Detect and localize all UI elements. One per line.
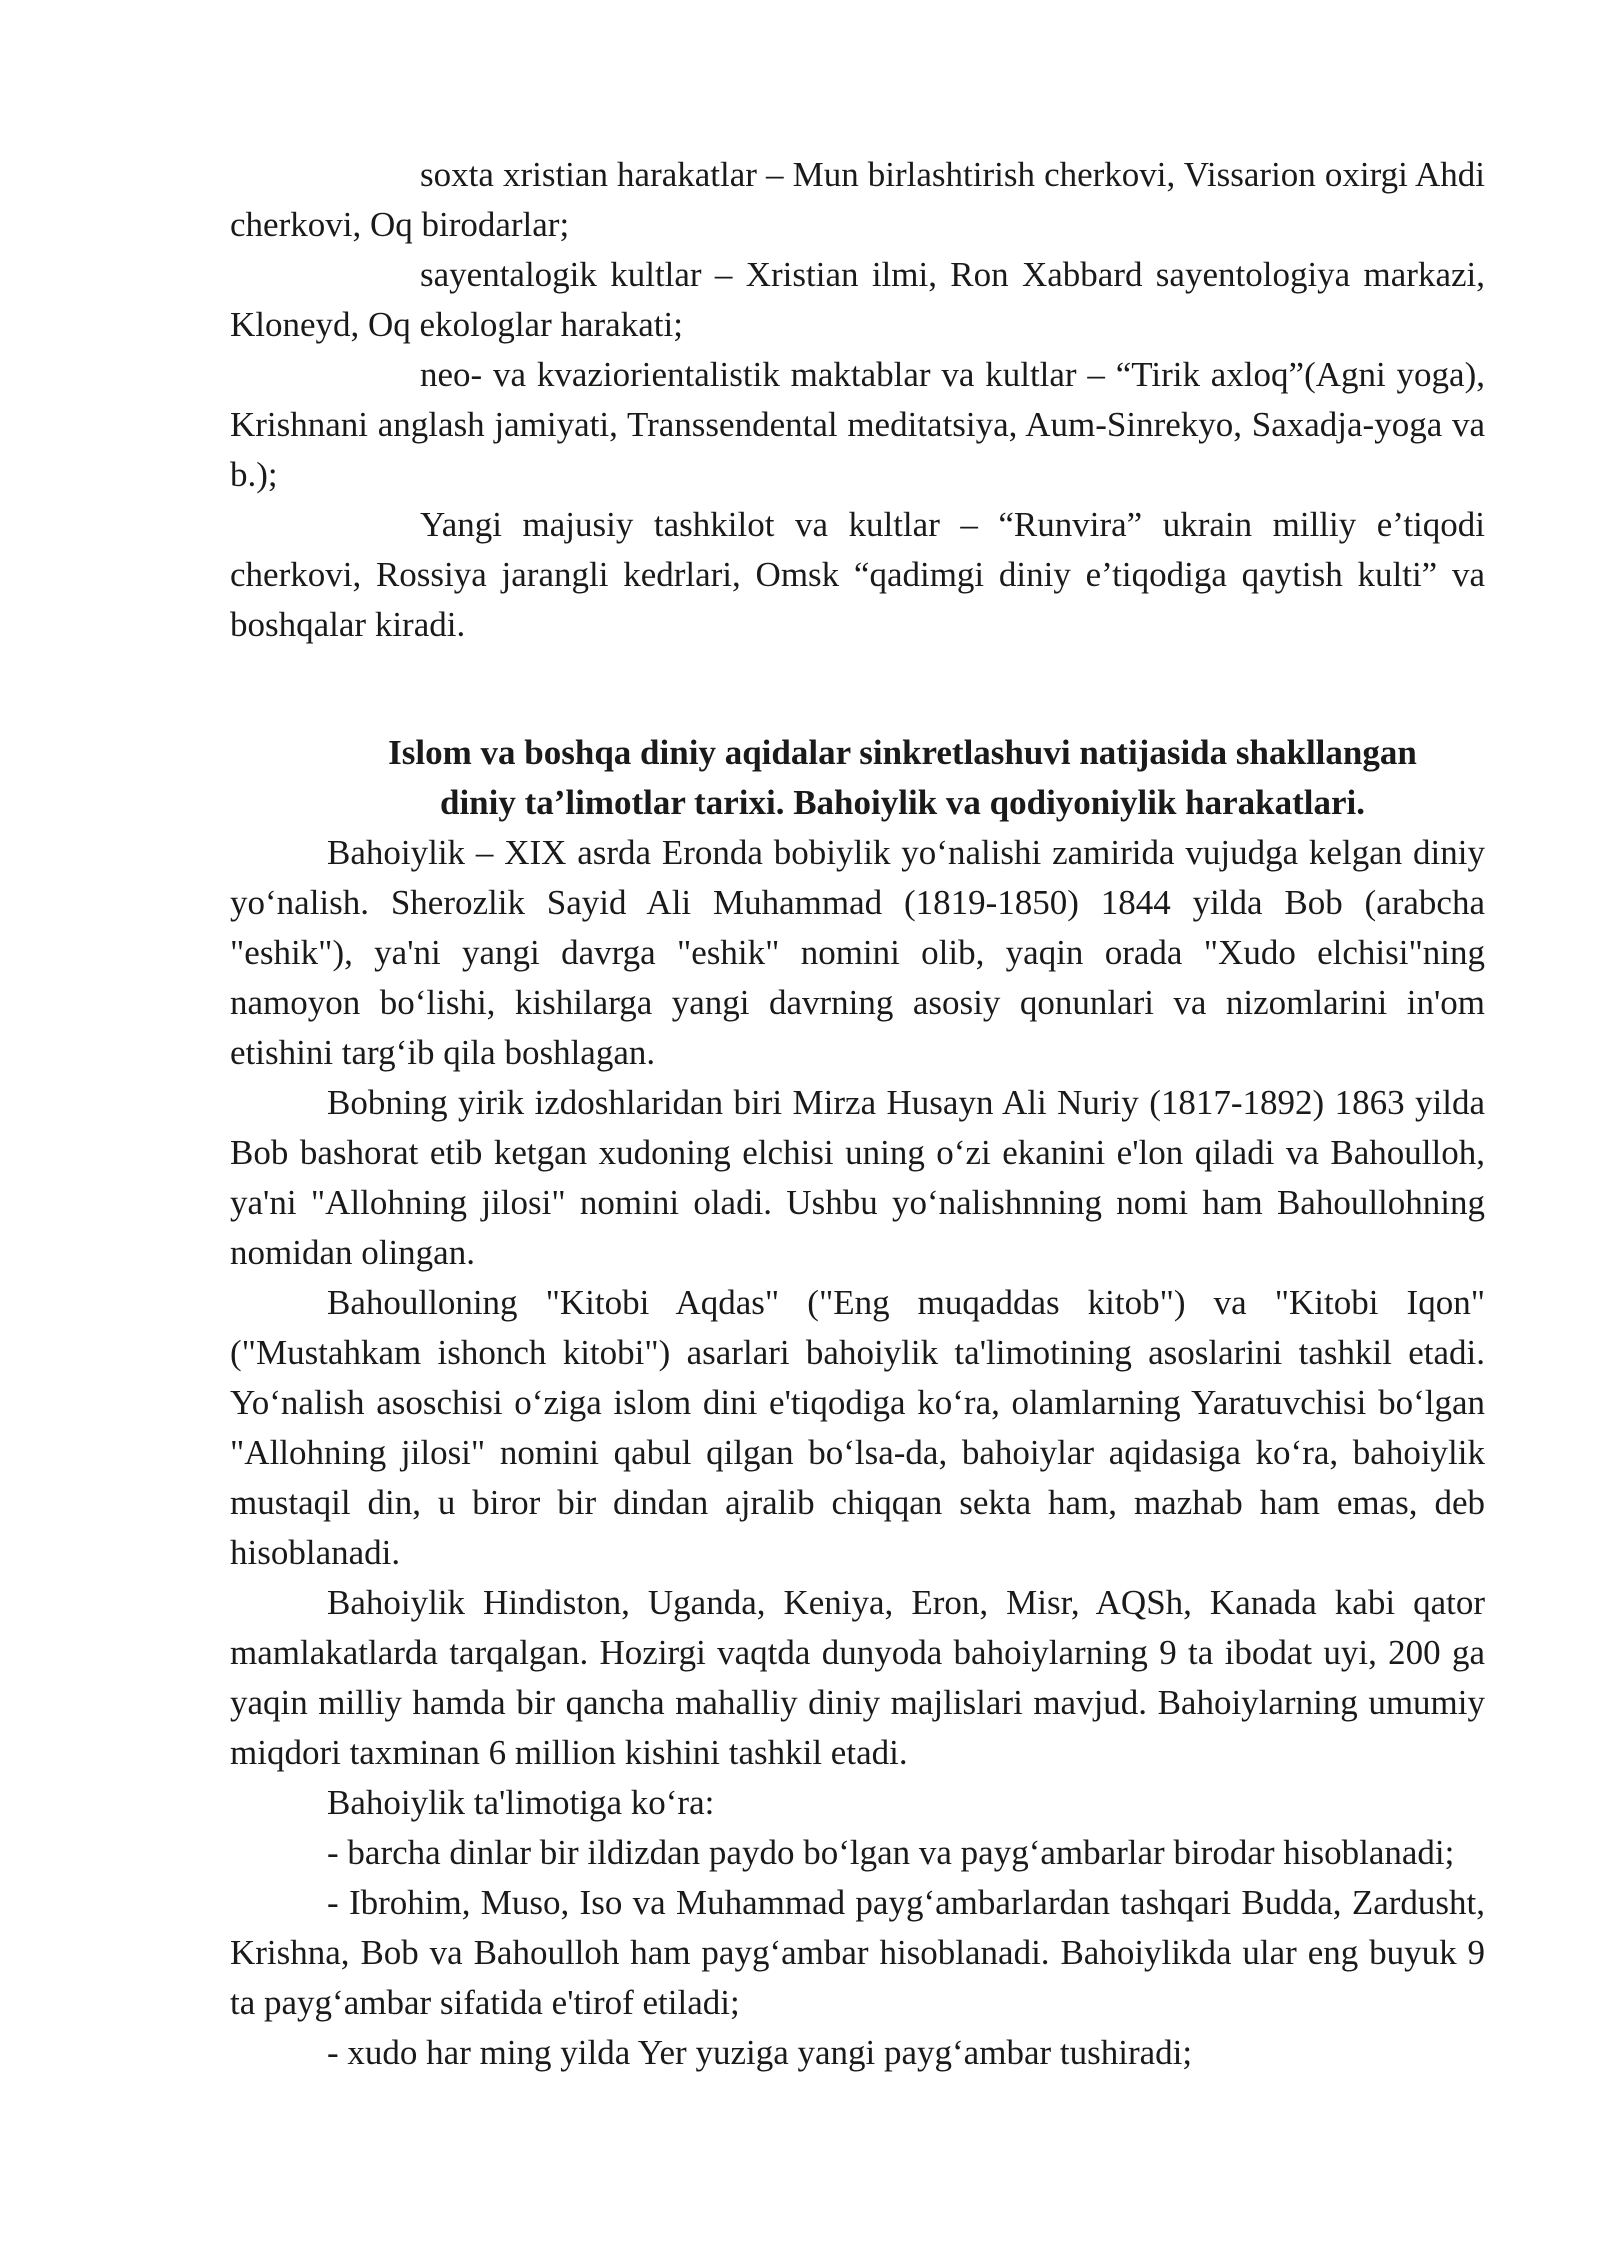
body-paragraph: Bahoiylik – XIX asrda Eronda bobiylik yo‘nalishi zamirida vujudga kelgan diniy yo‘nalish. Sherozlik Sayid Ali Muhammad (1819-1850) 1844 yilda Bob (arabcha "eshik"), ya'ni yangi davrga "eshik" nomini olib, yaqin orada "Xudo elchisi"ning namoyon bo‘lishi, kishilarga yangi davrning asosiy qonunlari va nizomlarini in'om etishini targ‘ib qila boshlagan. xyxy=(230,833,1485,1072)
body-paragraph: Bahoulloning "Kitobi Aqdas" ("Eng muqaddas kitob") va "Kitobi Iqon" ("Mustahkam ishonch kitobi") asarlari bahoiylik ta'limotining asoslarini tashkil etadi. Yo‘nalish asoschisi o‘ziga islom dini e'tiqodiga ko‘ra, olamlarning Yaratuvchisi bo‘lgan "Allohning jilosi" nomini qabul qilgan bo‘lsa-da, bahoiylar aqidasiga ko‘ra, bahoiylik mustaqil din, u biror bir dindan ajralib chiqqan sekta ham, mazhab ham emas, deb hisoblanadi. xyxy=(230,1283,1485,1572)
section-heading-line: diniy ta’limotlar tarixi. Bahoiylik va qodiyoniylik harakatlari. xyxy=(439,783,1366,822)
list-item: - xudo har ming yilda Yer yuziga yangi payg‘ambar tushiradi; xyxy=(327,2033,1193,2072)
list-item: - barcha dinlar bir ildizdan paydo bo‘lgan va payg‘ambarlar birodar hisoblanadi; xyxy=(327,1833,1455,1872)
document-page xyxy=(230,150,1485,2078)
intro-paragraph: neo- va kvaziorientalistik maktablar va kultlar – “Tirik axloq”(Agni yoga), Krishnani anglash jamiyati, Transsendental meditatsiya, Aum-Sinrekyo, Saxadja-yoga va b.); xyxy=(230,355,1485,494)
intro-paragraph: sayentalogik kultlar – Xristian ilmi, Ron Xabbard sayentologiya markazi, Kloneyd, Oq ekologlar harakati; xyxy=(230,255,1485,344)
body-paragraph: Bobning yirik izdoshlaridan biri Mirza Husayn Ali Nuriy (1817-1892) 1863 yilda Bob bashorat etib ketgan xudoning elchisi uning o‘zi ekanini e'lon qiladi va Bahoulloh, ya'ni "Allohning jilosi" nomini oladi. Ushbu yo‘nalishnning nomi ham Bahoullohning nomidan olingan. xyxy=(230,1083,1485,1272)
body-paragraph: Bahoiylik ta'limotiga ko‘ra: xyxy=(327,1783,715,1822)
section-heading xyxy=(230,728,1485,828)
body-paragraph: Bahoiylik Hindiston, Uganda, Keniya, Eron, Misr, AQSh, Kanada kabi qator mamlakatlarda tarqalgan. Hozirgi vaqtda dunyoda bahoiylarning 9 ta ibodat uyi, 200 ga yaqin milliy hamda bir qancha mahalliy diniy majlislari mavjud. Bahoiylarning umumiy miqdori taxminan 6 million kishini tashkil etadi. xyxy=(230,1583,1485,1772)
section-heading-line: Islom va boshqa diniy aqidalar sinkretlashuvi natijasida shakllangan xyxy=(388,733,1417,772)
intro-paragraph: Yangi majusiy tashkilot va kultlar – “Runvira” ukrain milliy e’tiqodi cherkovi, Rossiya jarangli kedrlari, Omsk “qadimgi diniy e’tiqodiga qaytish kulti” va boshqalar kiradi. xyxy=(230,505,1485,644)
intro-paragraph: soxta xristian harakatlar – Mun birlashtirish cherkovi, Vissarion oxirgi Ahdi cherkovi, Oq birodarlar; xyxy=(230,155,1485,244)
list-item: - Ibrohim, Muso, Iso va Muhammad payg‘ambarlardan tashqari Budda, Zardusht, Krishna, Bob va Bahoulloh ham payg‘ambar hisoblanadi. Bahoiylikda ular eng buyuk 9 ta payg‘ambar sifatida e'tirof etiladi; xyxy=(230,1883,1485,2022)
